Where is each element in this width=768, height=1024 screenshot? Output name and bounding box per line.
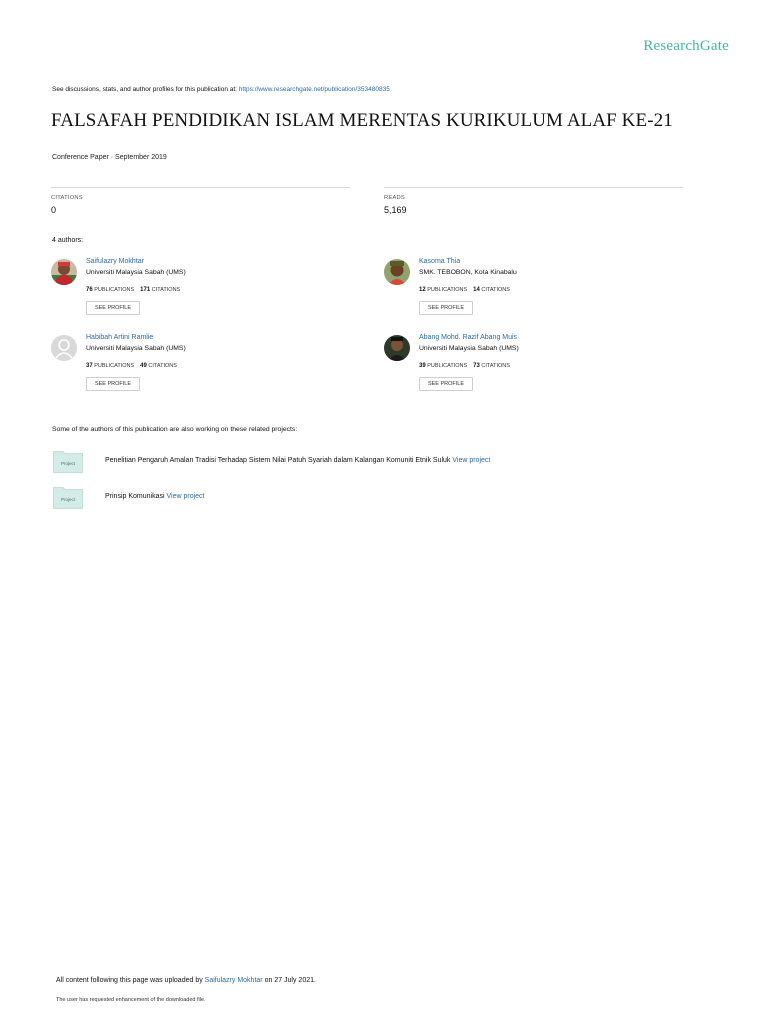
uploader-link[interactable]: Saifulazry Mokhtar <box>204 977 263 984</box>
default-avatar-icon[interactable] <box>51 335 77 361</box>
author-avatar[interactable] <box>384 335 410 361</box>
project-folder-icon <box>53 451 83 473</box>
citations-value: 0 <box>51 205 57 215</box>
author-card <box>384 335 684 395</box>
project-title-text: Penelitian Pengaruh Amalan Tradisi Terhadap Sistem Nilai Patuh Syariah dalam Kalangan Komuniti Etnik Suluk <box>105 457 451 464</box>
project-icon-label: Project <box>60 497 76 502</box>
reads-label: READS <box>384 195 405 201</box>
citations-count: 14 <box>473 287 480 293</box>
see-profile-button[interactable]: SEE PROFILE <box>86 377 140 391</box>
researchgate-logo[interactable]: ResearchGate <box>643 38 729 54</box>
view-project-link[interactable]: View project <box>452 457 491 464</box>
view-project-link[interactable]: View project <box>166 493 205 500</box>
reads-value: 5,169 <box>384 205 407 215</box>
author-avatar[interactable] <box>384 259 410 285</box>
author-institution: Universiti Malaysia Sabah (UMS) <box>86 345 186 352</box>
citations-label: CITATIONS <box>151 287 181 293</box>
see-profile-button[interactable]: SEE PROFILE <box>86 301 140 315</box>
project-item <box>53 487 653 511</box>
citations-count: 49 <box>140 363 147 369</box>
publications-count: 39 <box>419 363 426 369</box>
citations-label: CITATIONS <box>51 195 83 201</box>
publications-count: 37 <box>86 363 93 369</box>
publications-label: PUBLICATIONS <box>427 287 468 293</box>
author-name-link[interactable]: Saifulazry Mokhtar <box>86 258 144 265</box>
publications-count: 12 <box>419 287 426 293</box>
citations-count: 73 <box>473 363 480 369</box>
publications-label: PUBLICATIONS <box>94 363 135 369</box>
upload-prefix: All content following this page was uploaded by <box>56 977 205 984</box>
upload-suffix: on 27 July 2021. <box>262 977 316 984</box>
project-icon-label: Project <box>60 461 76 466</box>
see-profile-button[interactable]: SEE PROFILE <box>419 377 473 391</box>
project-title <box>105 457 490 464</box>
project-title-text: Prinsip Komunikasi <box>105 493 165 500</box>
reads-stat <box>384 187 683 215</box>
paper-title: FALSAFAH PENDIDIKAN ISLAM MERENTAS KURIKULUM ALAF KE-21 <box>51 110 673 131</box>
url-note-prefix: See discussions, stats, and author profiles for this publication at: <box>52 86 239 93</box>
enhancement-note: The user has requested enhancement of the downloaded file. <box>56 997 206 1003</box>
citations-stat <box>51 187 350 215</box>
author-name-link[interactable]: Kasoma Thia <box>419 258 461 265</box>
author-card <box>384 259 684 319</box>
author-avatar[interactable] <box>51 259 77 285</box>
author-institution: Universiti Malaysia Sabah (UMS) <box>86 269 186 276</box>
author-name-link[interactable]: Abang Mohd. Razif Abang Muis <box>419 334 518 341</box>
author-stats <box>419 363 510 369</box>
author-name-link[interactable]: Habibah Artini Ramlie <box>86 334 154 341</box>
project-item <box>53 451 653 475</box>
project-folder-icon <box>53 487 83 509</box>
publications-label: PUBLICATIONS <box>94 287 135 293</box>
author-institution: Universiti Malaysia Sabah (UMS) <box>419 345 519 352</box>
related-projects-heading: Some of the authors of this publication are also working on these related projects: <box>52 426 298 433</box>
upload-note <box>56 977 316 984</box>
citations-label: CITATIONS <box>148 363 177 369</box>
publication-url-note <box>52 86 390 93</box>
author-stats <box>86 287 180 293</box>
author-stats <box>419 287 510 293</box>
author-institution: SMK. TEBOBON, Kota Kinabalu <box>419 269 517 276</box>
project-title <box>105 493 205 500</box>
author-stats <box>86 363 177 369</box>
publications-label: PUBLICATIONS <box>427 363 468 369</box>
citations-label: CITATIONS <box>481 363 510 369</box>
publication-url-link[interactable]: https://www.researchgate.net/publication/353480835 <box>238 86 390 93</box>
publications-count: 76 <box>86 287 93 293</box>
paper-type-date: Conference Paper · September 2019 <box>52 154 167 161</box>
citations-count: 171 <box>140 287 151 293</box>
authors-count: 4 authors: <box>52 237 84 244</box>
see-profile-button[interactable]: SEE PROFILE <box>419 301 473 315</box>
author-card <box>51 335 351 395</box>
citations-label: CITATIONS <box>481 287 510 293</box>
author-card <box>51 259 351 319</box>
